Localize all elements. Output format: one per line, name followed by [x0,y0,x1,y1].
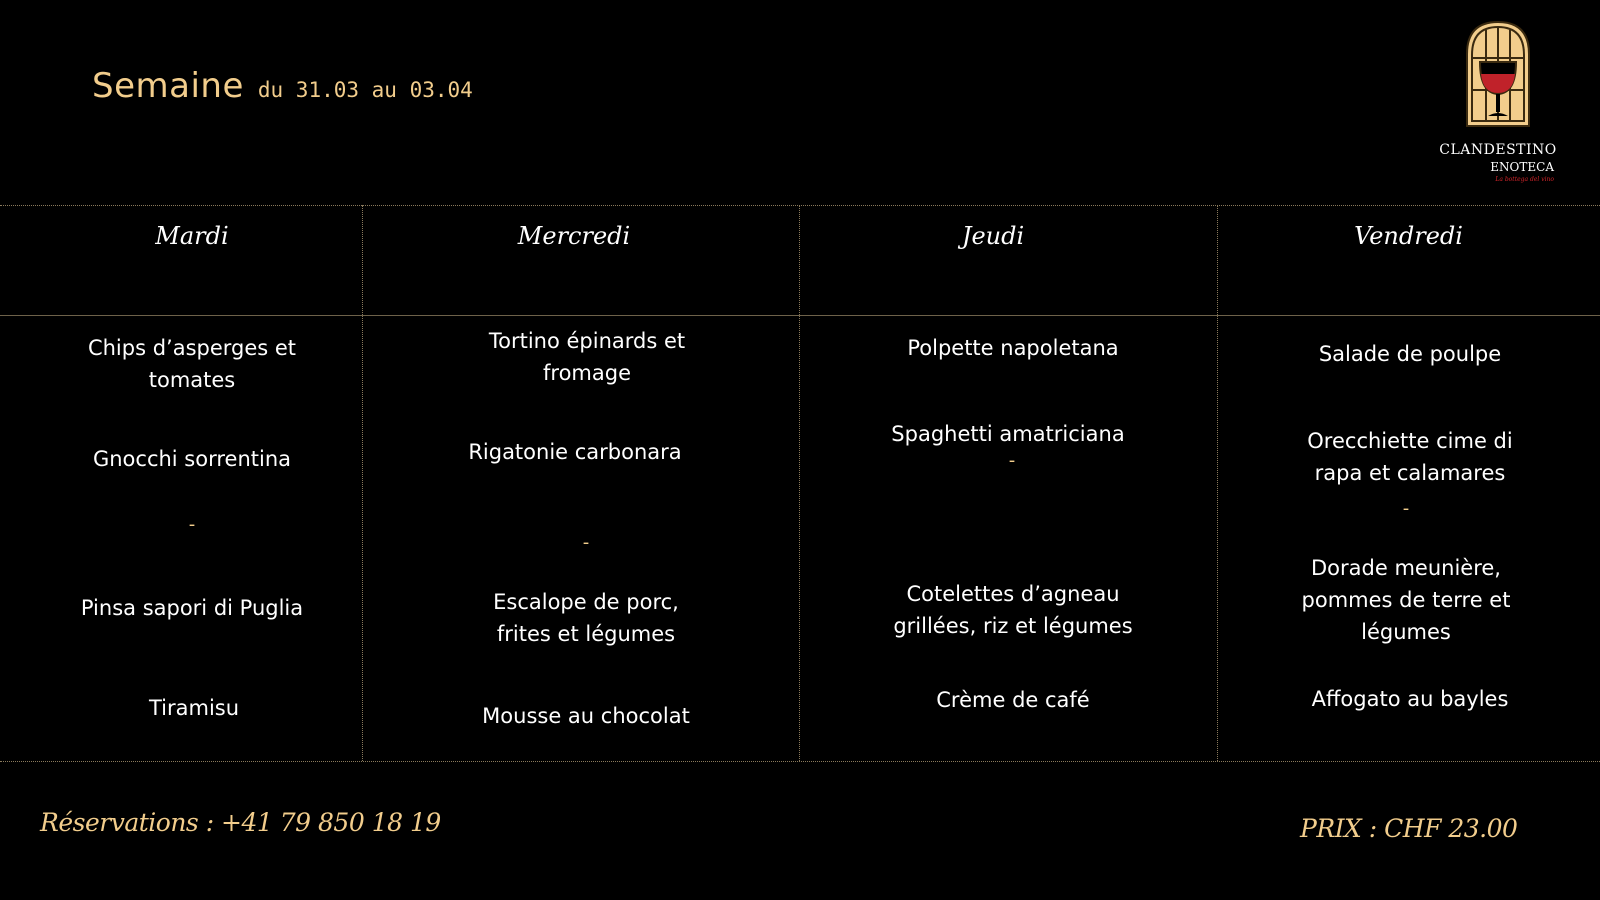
day-header-mardi: Mardi [155,222,229,250]
vendredi-main: Dorade meunière, pommes de terre et légumes [1301,556,1511,644]
mardi-main: Pinsa sapori di Puglia [80,596,304,620]
restaurant-logo [1432,18,1564,188]
mardi-separator: - [188,514,196,535]
mercredi-starter: Tortino épinards et fromage [488,329,686,385]
page-title [92,66,473,106]
vendredi-separator: - [1402,498,1410,519]
brand-name: CLANDESTINO [1439,142,1557,158]
mardi-dessert: Tiramisu [148,696,240,720]
day-header-jeudi: Jeudi [961,222,1025,250]
mardi-pasta: Gnocchi sorrentina [92,447,292,471]
jeudi-starter: Polpette napoletana [907,336,1119,360]
vendredi-starter: Salade de poulpe [1318,342,1502,366]
mercredi-dessert: Mousse au chocolat [482,704,690,728]
vendredi-pasta: Orecchiette cime di rapa et calamares [1307,429,1513,485]
mercredi-main: Escalope de porc, frites et légumes [493,590,679,646]
menu-price: PRIX : CHF 23.00 [1300,814,1518,843]
brand-sub: ENOTECA [1490,160,1554,174]
week-label: Semaine [92,66,244,106]
mardi-starter: Chips d’asperges et tomates [87,336,297,392]
mercredi-separator: - [582,532,590,553]
wine-glass-window-icon [1463,18,1533,128]
column-divider-1 [362,205,363,761]
week-range: du 31.03 au 03.04 [257,78,473,102]
jeudi-separator: - [1008,450,1016,471]
column-divider-3 [1217,205,1218,761]
day-header-vendredi: Vendredi [1354,222,1463,250]
table-header-divider [0,315,1600,316]
brand-tagline: La bottega del vino [1495,176,1554,183]
column-divider-2 [799,205,800,761]
reservations-phone: Réservations : +41 79 850 18 19 [40,808,441,837]
jeudi-pasta: Spaghetti amatriciana [891,422,1125,446]
jeudi-dessert: Crème de café [936,688,1090,712]
table-top-border [0,205,1600,206]
jeudi-main: Cotelettes d’agneau grillées, riz et légumes [893,582,1133,638]
vendredi-dessert: Affogato au bayles [1311,687,1509,711]
table-bottom-border [0,761,1600,762]
mercredi-pasta: Rigatonie carbonara [468,440,682,464]
day-header-mercredi: Mercredi [517,222,631,250]
